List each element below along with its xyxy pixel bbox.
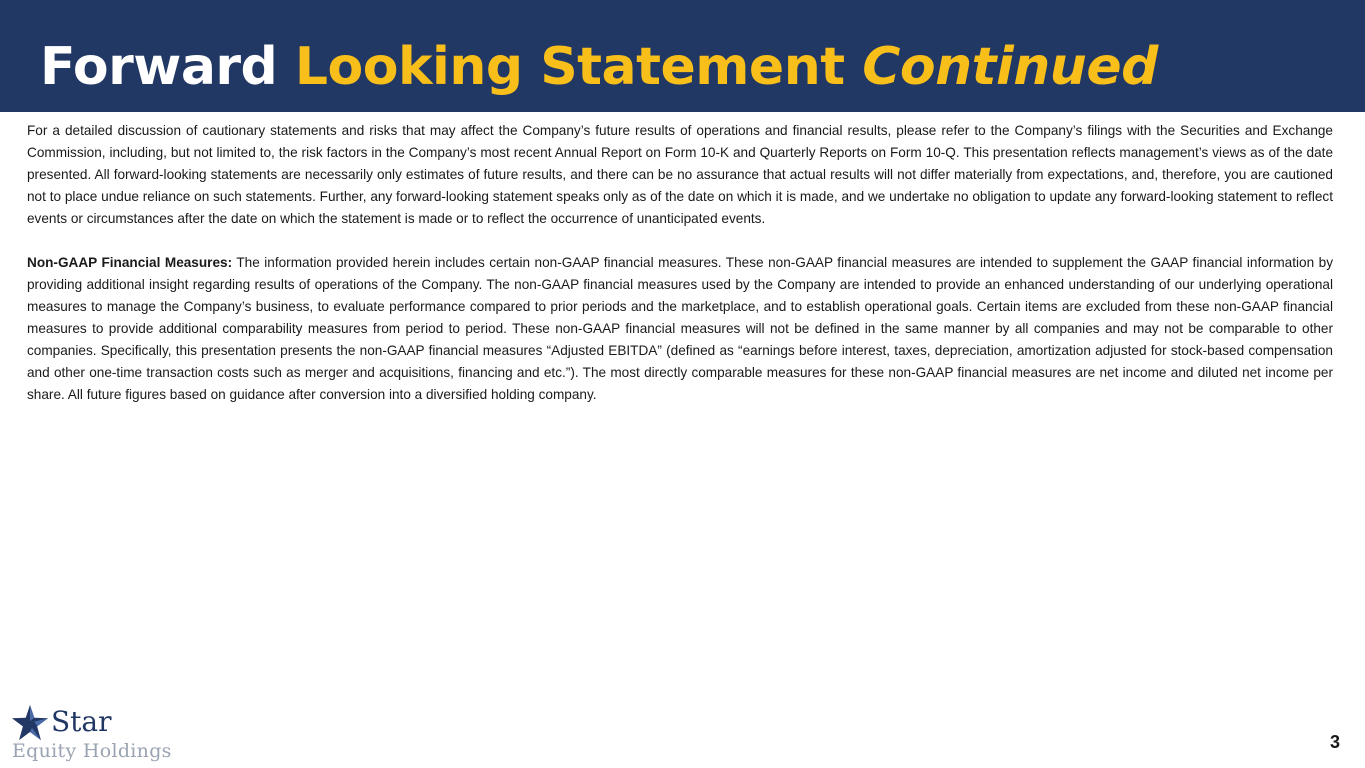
title-part-italic: Continued [862, 37, 1158, 97]
logo-word-star: Star [51, 705, 112, 738]
body-text [27, 120, 1333, 406]
cautionary-paragraph: For a detailed discussion of cautionary statements and risks that may affect the Company’s future results of operations and financial results, please refer to the Company’s filings with the Securities and Exchange Commission, including, but not limited to, the risk factors in the Company’s most recent Annual Report on Form 10-K and Quarterly Reports on Form 10-Q. This presentation reflects management’s views as of the date presented. All forward-looking statements are necessarily only estimates of future results, and there can be no assurance that actual results will not differ materially from expectations, and, therefore, you are cautioned not to place undue reliance on such statements. Further, any forward-looking statement speaks only as of the date on which it is made, and we undertake no obligation to update any forward-looking statement to reflect events or circumstances after the date on which the statement is made or to reflect the occurrence of unanticipated events. [27, 123, 1333, 226]
non-gaap-text: The information provided herein includes certain non-GAAP financial measures. These non-GAAP financial measures are intended to supplement the GAAP financial information by providing additional insight regarding results of operations of the Company. The non-GAAP financial measures used by the Company are intended to provide an enhanced understanding of our underlying operational measures to manage the Company’s business, to evaluate performance compared to prior periods and the marketplace, and to establish operational goals. Certain items are excluded from these non-GAAP financial measures to provide additional comparability measures from period to period. These non-GAAP financial measures will not be defined in the same manner by all companies and may not be comparable to other companies. Specifically, this presentation presents the non-GAAP financial measures “Adjusted EBITDA” (defined as “earnings before interest, taxes, depreciation, amortization adjusted for stock-based compensation and other one-time transaction costs such as merger and acquisitions, financing and etc.”). The most directly comparable measures for these non-GAAP financial measures are net income and diluted net income per share. All future figures based on guidance after conversion into a diversified holding company. [27, 255, 1333, 402]
slide-title [40, 32, 1158, 102]
star-icon [11, 704, 49, 742]
non-gaap-paragraph [27, 252, 1333, 406]
logo-word-equity-holdings: Equity Holdings [12, 740, 172, 762]
header-bar [0, 0, 1365, 112]
page-number: 3 [1329, 732, 1340, 752]
company-logo [11, 704, 191, 764]
title-part-gold: Looking Statement [294, 37, 863, 97]
title-part-white: Forward [40, 37, 295, 97]
non-gaap-label: Non-GAAP Financial Measures: [27, 255, 233, 270]
